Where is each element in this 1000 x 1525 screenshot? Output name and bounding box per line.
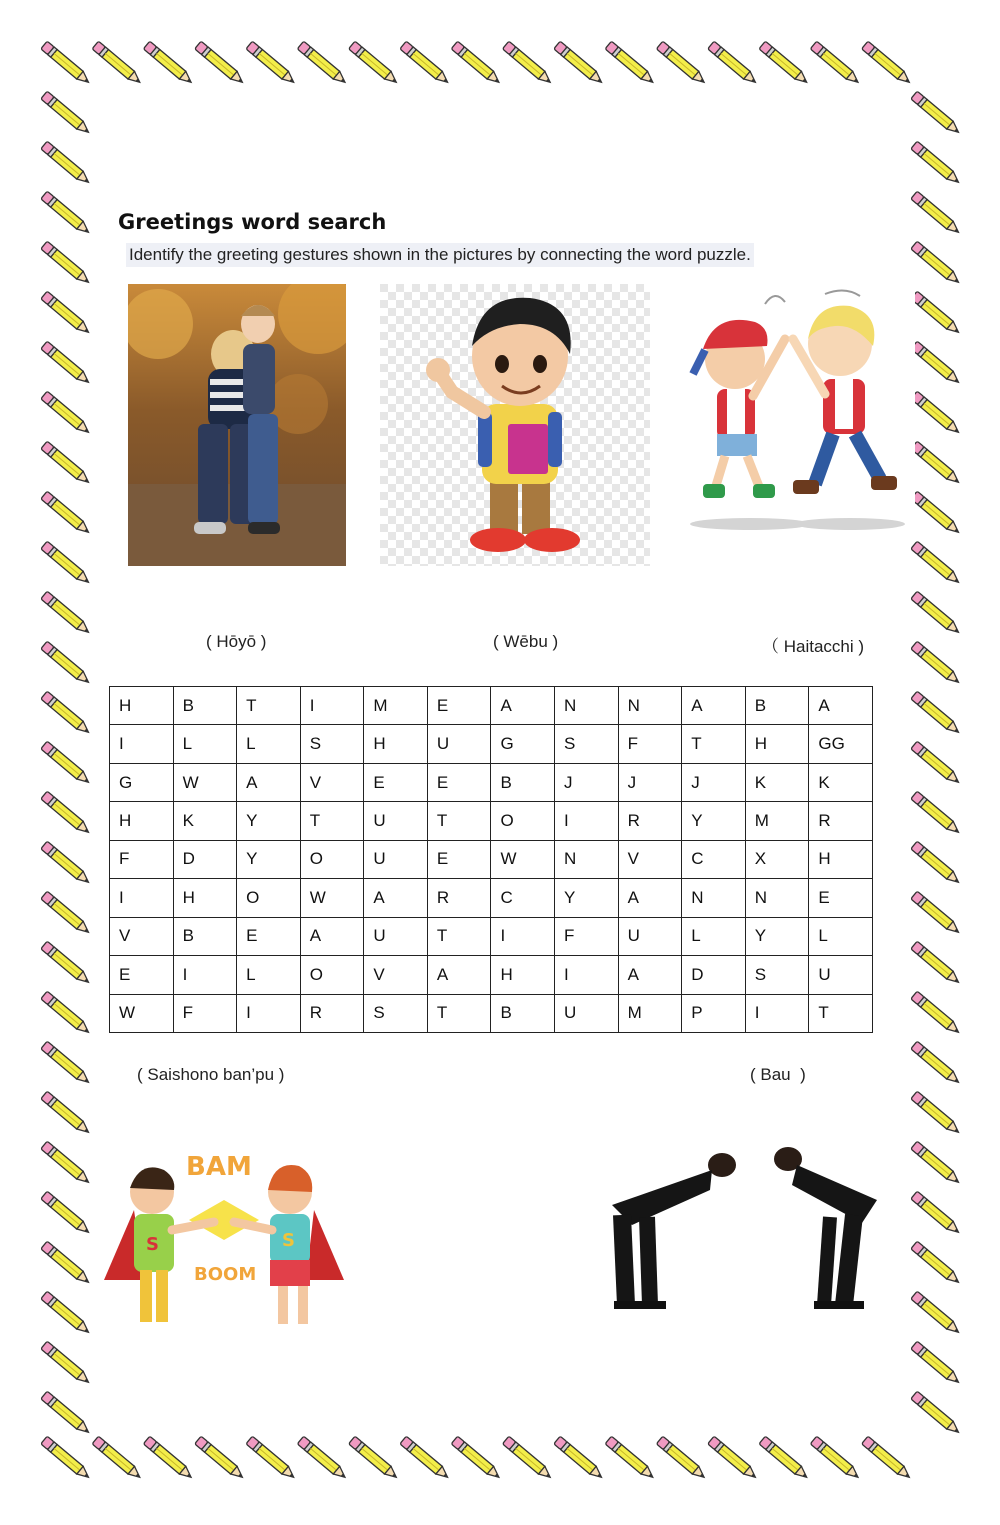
grid-cell: I [110,725,174,763]
pencil-icon [862,1436,913,1481]
grid-cell: M [745,802,809,840]
grid-cell: K [809,763,873,801]
pencil-icon [41,341,92,386]
pencil-icon [656,1436,707,1481]
high-five-illustration [675,284,915,534]
pencil-icon [911,841,962,886]
grid-cell: I [491,917,555,955]
pencil-icon [41,791,92,836]
grid-cell: A [427,956,491,994]
grid-cell: H [173,879,237,917]
pencil-icon [451,41,502,86]
grid-cell: N [555,687,619,725]
hug-photo [128,284,346,566]
pencil-icon [349,1436,400,1481]
pencil-icon [41,391,92,436]
grid-cell: W [300,879,364,917]
grid-cell: E [110,956,174,994]
pencil-icon [41,841,92,886]
pencil-icon [911,1141,962,1186]
pencil-icon [195,41,246,86]
grid-cell: F [110,840,174,878]
pencil-icon [911,691,962,736]
caption-haitacchi: （ Haitacchi ) [762,637,865,656]
caption-webu: ( Wēbu ) [493,632,559,651]
grid-cell: U [364,840,428,878]
grid-cell: B [745,687,809,725]
grid-cell: V [110,917,174,955]
grid-cell: Y [237,840,301,878]
pencil-icon [41,241,92,286]
grid-row [110,917,873,955]
pencil-icon [911,291,962,336]
grid-cell: B [173,687,237,725]
grid-cell: S [555,725,619,763]
pencil-icon [911,791,962,836]
grid-cell: A [491,687,555,725]
pencil-icon [759,41,810,86]
grid-cell: G [491,725,555,763]
grid-cell: A [618,956,682,994]
grid-row [110,879,873,917]
pencil-icon [41,941,92,986]
grid-cell: A [300,917,364,955]
pencil-icon [41,291,92,336]
grid-cell: O [300,840,364,878]
grid-cell: N [745,879,809,917]
grid-cell: W [110,994,174,1033]
grid-cell: L [237,956,301,994]
pencil-icon [862,41,913,86]
pencil-icon [911,541,962,586]
pencil-icon [554,41,605,86]
grid-cell: L [237,725,301,763]
waving-boy-illustration [380,284,650,566]
grid-cell: B [491,763,555,801]
grid-cell: P [682,994,746,1033]
grid-cell: R [809,802,873,840]
caption-bau: ( Bau ) [750,1065,806,1084]
grid-cell: E [237,917,301,955]
grid-cell: E [809,879,873,917]
grid-cell: I [300,687,364,725]
grid-cell: I [237,994,301,1033]
pencil-icon [41,641,92,686]
grid-cell: J [618,763,682,801]
grid-cell: T [237,687,301,725]
pencil-icon [911,441,962,486]
grid-cell: K [745,763,809,801]
pencil-icon [605,41,656,86]
pencil-icon [41,891,92,936]
bow-photo [592,1145,882,1315]
grid-cell: N [618,687,682,725]
pencil-icon [92,41,143,86]
pencil-icon [297,1436,348,1481]
grid-cell: S [300,725,364,763]
grid-cell: A [237,763,301,801]
pencil-icon [911,1341,962,1386]
pencil-icon [41,1291,92,1336]
pencil-icon [41,441,92,486]
pencil-icon [911,941,962,986]
grid-cell: I [555,956,619,994]
pencil-icon [143,41,194,86]
grid-cell: C [682,840,746,878]
grid-cell: T [809,994,873,1033]
grid-row [110,802,873,840]
grid-row [110,840,873,878]
pencil-icon [41,991,92,1036]
grid-cell: V [618,840,682,878]
pencil-icon [41,1191,92,1236]
pencil-icon [911,1191,962,1236]
pencil-icon [41,41,92,86]
grid-cell: I [110,879,174,917]
grid-cell: T [300,802,364,840]
pencil-icon [41,1341,92,1386]
worksheet-title: Greetings word search [118,210,387,234]
grid-cell: H [364,725,428,763]
pencil-icon [911,241,962,286]
svg-text:S: S [146,1234,159,1255]
pencil-icon [554,1436,605,1481]
grid-cell: I [173,956,237,994]
grid-cell: V [364,956,428,994]
pencil-icon [41,691,92,736]
grid-cell: E [427,763,491,801]
pencil-icon [502,1436,553,1481]
grid-cell: U [427,725,491,763]
grid-cell: L [809,917,873,955]
pencil-icon [911,91,962,136]
pencil-icon [41,1091,92,1136]
pencil-icon [911,341,962,386]
grid-cell: U [555,994,619,1033]
grid-cell: J [555,763,619,801]
pencil-icon [911,991,962,1036]
grid-cell: X [745,840,809,878]
pencil-icon [400,41,451,86]
pencil-icon [143,1436,194,1481]
pencil-icon [41,591,92,636]
grid-cell: A [682,687,746,725]
grid-row [110,687,873,725]
grid-cell: Y [555,879,619,917]
pencil-icon [41,741,92,786]
pencil-icon [195,1436,246,1481]
grid-cell: S [364,994,428,1033]
grid-cell: GG [809,725,873,763]
grid-cell: O [491,802,555,840]
pencil-icon [911,641,962,686]
caption-saishono: ( Saishono ban’pu ) [137,1065,285,1084]
grid-cell: R [427,879,491,917]
pencil-icon [41,1241,92,1286]
pencil-icon [911,741,962,786]
pencil-icon [708,41,759,86]
pencil-icon [708,1436,759,1481]
caption-hoyo: ( Hōyō ) [206,632,267,651]
pencil-icon [911,1241,962,1286]
grid-cell: R [300,994,364,1033]
grid-cell: L [173,725,237,763]
grid-cell: F [555,917,619,955]
pencil-icon [911,141,962,186]
grid-cell: U [364,802,428,840]
grid-row [110,994,873,1033]
grid-row [110,725,873,763]
grid-cell: C [491,879,555,917]
grid-cell: R [618,802,682,840]
grid-cell: A [809,687,873,725]
pencil-icon [911,1041,962,1086]
pencil-icon [759,1436,810,1481]
pencil-icon [349,41,400,86]
pencil-icon [911,1391,962,1436]
fist-bump-illustration [94,1130,356,1350]
pencil-icon [911,891,962,936]
grid-cell: T [427,802,491,840]
grid-cell: B [173,917,237,955]
pencil-icon [41,491,92,536]
grid-cell: O [300,956,364,994]
pencil-icon [810,1436,861,1481]
svg-text:S: S [282,1230,295,1251]
grid-cell: E [364,763,428,801]
grid-cell: H [110,687,174,725]
pencil-icon [656,41,707,86]
pencil-icon [41,1391,92,1436]
grid-row [110,956,873,994]
grid-cell: O [237,879,301,917]
grid-cell: D [682,956,746,994]
svg-text:BOOM: BOOM [194,1264,257,1285]
grid-cell: E [427,687,491,725]
grid-cell: I [555,802,619,840]
grid-cell: Y [682,802,746,840]
grid-cell: Y [237,802,301,840]
grid-cell: T [427,917,491,955]
grid-cell: W [173,763,237,801]
grid-cell: V [300,763,364,801]
grid-cell: E [427,840,491,878]
grid-cell: A [618,879,682,917]
instructions-text: Identify the greeting gestures shown in the pictures by connecting the word puzzle. [126,243,754,267]
pencil-icon [297,41,348,86]
pencil-icon [246,41,297,86]
pencil-icon [41,541,92,586]
grid-cell: H [809,840,873,878]
grid-cell: G [110,763,174,801]
grid-cell: N [682,879,746,917]
svg-text:BAM: BAM [186,1152,252,1182]
pencil-icon [41,1041,92,1086]
grid-cell: M [618,994,682,1033]
pencil-icon [41,141,92,186]
grid-cell: N [555,840,619,878]
grid-row [110,763,873,801]
pencil-icon [41,1436,92,1481]
pencil-icon [911,391,962,436]
grid-cell: H [745,725,809,763]
pencil-icon [92,1436,143,1481]
grid-cell: D [173,840,237,878]
pencil-icon [41,1141,92,1186]
pencil-icon [451,1436,502,1481]
grid-cell: U [618,917,682,955]
pencil-icon [911,1091,962,1136]
pencil-icon [911,191,962,236]
grid-cell: T [682,725,746,763]
grid-cell: U [364,917,428,955]
pencil-icon [41,91,92,136]
grid-cell: F [173,994,237,1033]
pencil-icon [911,1291,962,1336]
word-search-grid [109,686,873,1033]
grid-cell: U [809,956,873,994]
pencil-icon [911,591,962,636]
grid-cell: F [618,725,682,763]
grid-cell: W [491,840,555,878]
grid-cell: K [173,802,237,840]
pencil-icon [400,1436,451,1481]
grid-cell: Y [745,917,809,955]
pencil-icon [810,41,861,86]
grid-cell: L [682,917,746,955]
pencil-icon [911,491,962,536]
pencil-icon [41,191,92,236]
grid-cell: S [745,956,809,994]
grid-cell: H [110,802,174,840]
grid-cell: H [491,956,555,994]
pencil-icon [246,1436,297,1481]
grid-cell: T [427,994,491,1033]
pencil-icon [605,1436,656,1481]
grid-cell: M [364,687,428,725]
pencil-icon [502,41,553,86]
grid-cell: I [745,994,809,1033]
grid-cell: B [491,994,555,1033]
grid-cell: J [682,763,746,801]
grid-cell: A [364,879,428,917]
